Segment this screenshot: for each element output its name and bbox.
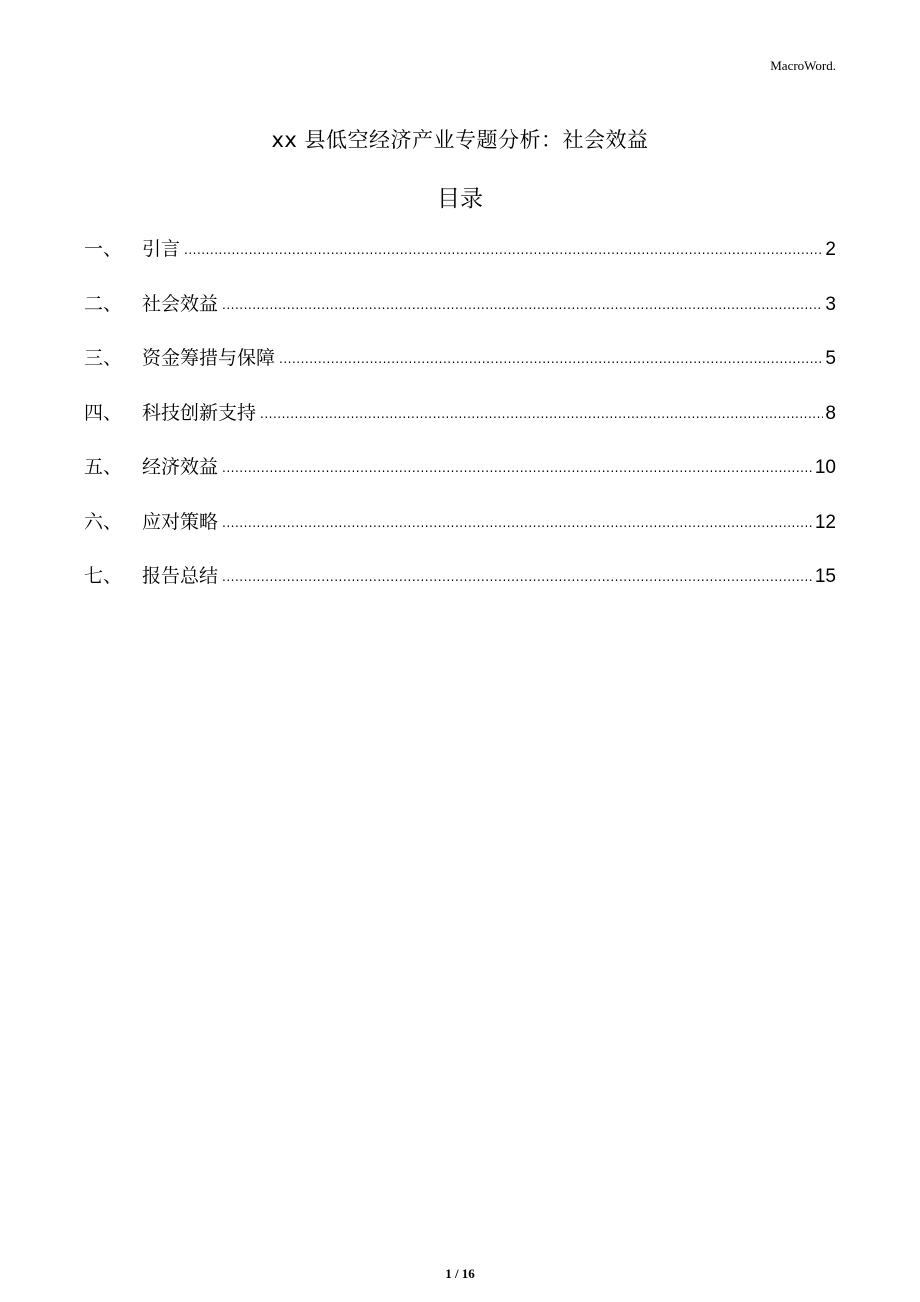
- toc-entry-number: 七、: [84, 565, 123, 587]
- toc-heading: 目录: [437, 186, 483, 212]
- toc-entry-number: 五、: [84, 456, 123, 478]
- toc-entry-social-benefits[interactable]: [84, 289, 836, 344]
- toc-entry-summary[interactable]: [84, 561, 836, 616]
- toc-entry-page: 3: [825, 293, 836, 315]
- toc-dot-leader: [184, 243, 823, 257]
- header-brand: MacroWord.: [770, 58, 836, 73]
- toc-entry-label: 经济效益: [142, 456, 219, 478]
- toc-entry-funding[interactable]: [84, 343, 836, 398]
- toc-dot-leader: [260, 407, 823, 421]
- toc-entry-economic-benefits[interactable]: [84, 452, 836, 507]
- toc-entry-page: 10: [814, 457, 836, 478]
- toc-entry-page: 5: [825, 348, 836, 369]
- page-indicator: 1 / 16: [445, 1266, 475, 1281]
- toc-entry-number: 六、: [84, 510, 123, 533]
- toc-entry-number: 二、: [84, 292, 123, 315]
- toc-dot-leader: [222, 461, 813, 475]
- toc-entry-page: 15: [814, 566, 836, 587]
- toc-entry-label: 科技创新支持: [142, 401, 257, 424]
- toc-entry-introduction[interactable]: [84, 234, 836, 289]
- toc-entry-tech-innovation[interactable]: [84, 398, 836, 453]
- toc-entry-label: 引言: [142, 238, 181, 260]
- toc-entry-label: 应对策略: [142, 510, 219, 533]
- toc-entry-number: 三、: [84, 347, 123, 369]
- toc-entry-page: 2: [825, 239, 836, 260]
- toc-entry-label: 资金筹措与保障: [142, 347, 276, 369]
- toc-entry-label: 社会效益: [142, 292, 219, 315]
- table-of-contents: [84, 234, 836, 616]
- toc-dot-leader: [222, 570, 813, 584]
- toc-entry-label: 报告总结: [142, 565, 219, 587]
- toc-entry-page: 12: [814, 511, 836, 533]
- toc-entry-page: 8: [825, 402, 836, 424]
- toc-entry-number: 一、: [84, 238, 123, 260]
- toc-dot-leader: [222, 298, 823, 312]
- toc-entry-number: 四、: [84, 401, 123, 424]
- toc-dot-leader: [222, 516, 813, 530]
- toc-dot-leader: [279, 352, 823, 366]
- toc-entry-strategies[interactable]: [84, 507, 836, 562]
- document-title: xx 县低空经济产业专题分析：社会效益: [271, 128, 649, 152]
